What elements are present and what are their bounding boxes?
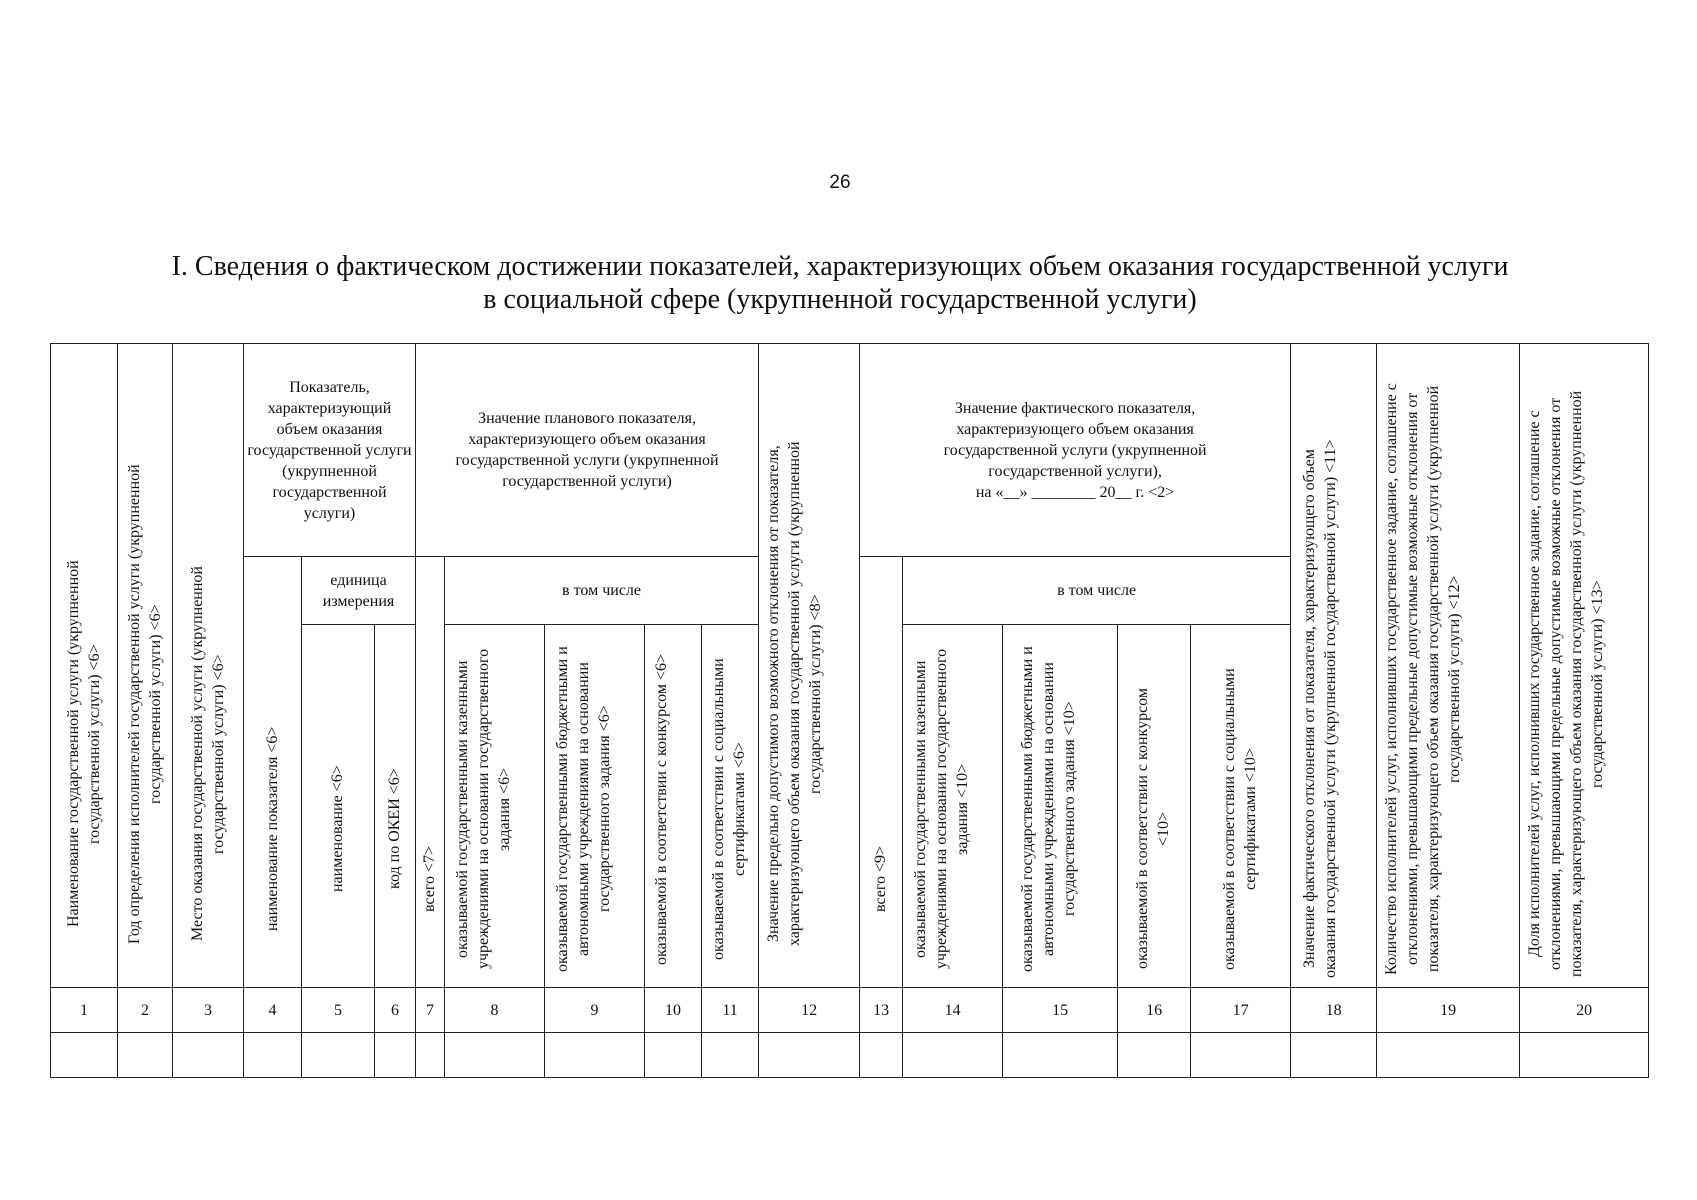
table-cell	[1118, 1033, 1191, 1078]
column-number: 5	[302, 988, 375, 1033]
header-year: Год определения исполнителей государственной услуги (укрупненной государственной услуги) <6>	[118, 344, 173, 988]
page-title	[100, 250, 1580, 316]
column-number: 19	[1377, 988, 1520, 1033]
table-cell	[702, 1033, 759, 1078]
table-cell	[1003, 1033, 1118, 1078]
header-actual-including: в том числе	[903, 557, 1291, 625]
column-number: 8	[445, 988, 545, 1033]
column-number: 13	[860, 988, 903, 1033]
column-number: 20	[1520, 988, 1649, 1033]
column-number: 16	[1118, 988, 1191, 1033]
title-line-1: I. Сведения о фактическом достижении показателей, характеризующих объем оказания государственной услуги	[171, 251, 1509, 282]
header-group-indicator: Показатель, характеризующий объем оказания государственной услуги (укрупненной государственной услуги)	[244, 344, 416, 557]
table-cell	[1520, 1033, 1649, 1078]
header-actual-contest: оказываемой в соответствии с конкурсом <10>	[1118, 625, 1191, 988]
table-cell	[445, 1033, 545, 1078]
column-number: 2	[118, 988, 173, 1033]
header-planned-total: всего <7>	[416, 557, 445, 988]
table-cell	[118, 1033, 173, 1078]
header-group-planned: Значение планового показателя, характеризующего объем оказания государственной услуги (укрупненной государственной услуги)	[416, 344, 759, 557]
table-cell	[302, 1033, 375, 1078]
column-number: 4	[244, 988, 302, 1033]
column-number: 9	[545, 988, 645, 1033]
column-number: 14	[903, 988, 1003, 1033]
table-cell	[1377, 1033, 1520, 1078]
column-number: 10	[645, 988, 702, 1033]
table-cell	[545, 1033, 645, 1078]
table-cell	[759, 1033, 860, 1078]
table-cell	[173, 1033, 244, 1078]
table-cell	[860, 1033, 903, 1078]
header-group-unit: единица измерения	[302, 557, 416, 625]
header-planned-certificates: оказываемой в соответствии с социальными сертификатами <6>	[702, 625, 759, 988]
header-row-1	[51, 344, 1649, 557]
header-actual-state-owned: оказываемой государственными казенными учреждениями на основании государственного задания <10>	[903, 625, 1003, 988]
header-place: Место оказания государственной услуги (укрупненной государственной услуги) <6>	[173, 344, 244, 988]
header-actual-budget: оказываемой государственными бюджетными и автономными учреждениями на основании государственного задания <10>	[1003, 625, 1118, 988]
header-okei-code: код по ОКЕИ <6>	[375, 625, 416, 988]
header-actual-deviation: Значение фактического отклонения от показателя, характеризующего объем оказания государственной услуги (укрупненной государственной услуги) <11>	[1291, 344, 1377, 988]
table-cell	[416, 1033, 445, 1078]
column-number: 3	[173, 988, 244, 1033]
header-planned-state-owned: оказываемой государственными казенными учреждениями на основании государственного задания <6>	[445, 625, 545, 988]
header-executors-count: Количество исполнителей услуг, исполнивших государственное задание, соглашение с отклонениями, превышающими предельные допустимые возможные отклонения от показателя, характеризующего объем оказания государственной услуги (укрупненной государственной услуги) <12>	[1377, 344, 1520, 988]
column-number: 18	[1291, 988, 1377, 1033]
header-allowed-deviation: Значение предельно допустимого возможного отклонения от показателя, характеризующего объем оказания государственной услуги (укрупненной государственной услуги) <8>	[759, 344, 860, 988]
header-executors-share: Доля исполнителей услуг, исполнивших государственное задание, соглашение с отклонениями, превышающими предельные допустимые возможные отклонения от показателя, характеризующего объем оказания государственной услуги (укрупненной государственной услуги) <13>	[1520, 344, 1649, 988]
column-number: 12	[759, 988, 860, 1033]
column-number: 11	[702, 988, 759, 1033]
table-cell	[1191, 1033, 1291, 1078]
column-number: 1	[51, 988, 118, 1033]
table-cell	[645, 1033, 702, 1078]
column-number: 15	[1003, 988, 1118, 1033]
column-number-row	[51, 988, 1649, 1033]
header-planned-including: в том числе	[445, 557, 759, 625]
title-line-2: в социальной сфере (укрупненной государственной услуги)	[483, 284, 1197, 315]
header-group-actual: Значение фактического показателя, характеризующего объем оказания государственной услуги (укрупненной государственной услуги), на «__» ________ 20__ г. <2>	[860, 344, 1291, 557]
header-planned-contest: оказываемой в соответствии с конкурсом <6>	[645, 625, 702, 988]
report-table	[50, 343, 1649, 1078]
header-service-name: Наименование государственной услуги (укрупненной государственной услуги) <6>	[51, 344, 118, 988]
table-cell	[51, 1033, 118, 1078]
header-planned-budget: оказываемой государственными бюджетными и автономными учреждениями на основании государственного задания <6>	[545, 625, 645, 988]
table-cell	[375, 1033, 416, 1078]
table-cell	[244, 1033, 302, 1078]
page-number: 26	[829, 172, 851, 193]
header-actual-total: всего <9>	[860, 557, 903, 988]
header-actual-certificates: оказываемой в соответствии с социальными сертификатами <10>	[1191, 625, 1291, 988]
table-row	[51, 1033, 1649, 1078]
column-number: 7	[416, 988, 445, 1033]
column-number: 17	[1191, 988, 1291, 1033]
header-unit-name: наименование <6>	[302, 625, 375, 988]
column-number: 6	[375, 988, 416, 1033]
header-indicator-name: наименование показателя <6>	[244, 557, 302, 988]
table-cell	[903, 1033, 1003, 1078]
table-cell	[1291, 1033, 1377, 1078]
